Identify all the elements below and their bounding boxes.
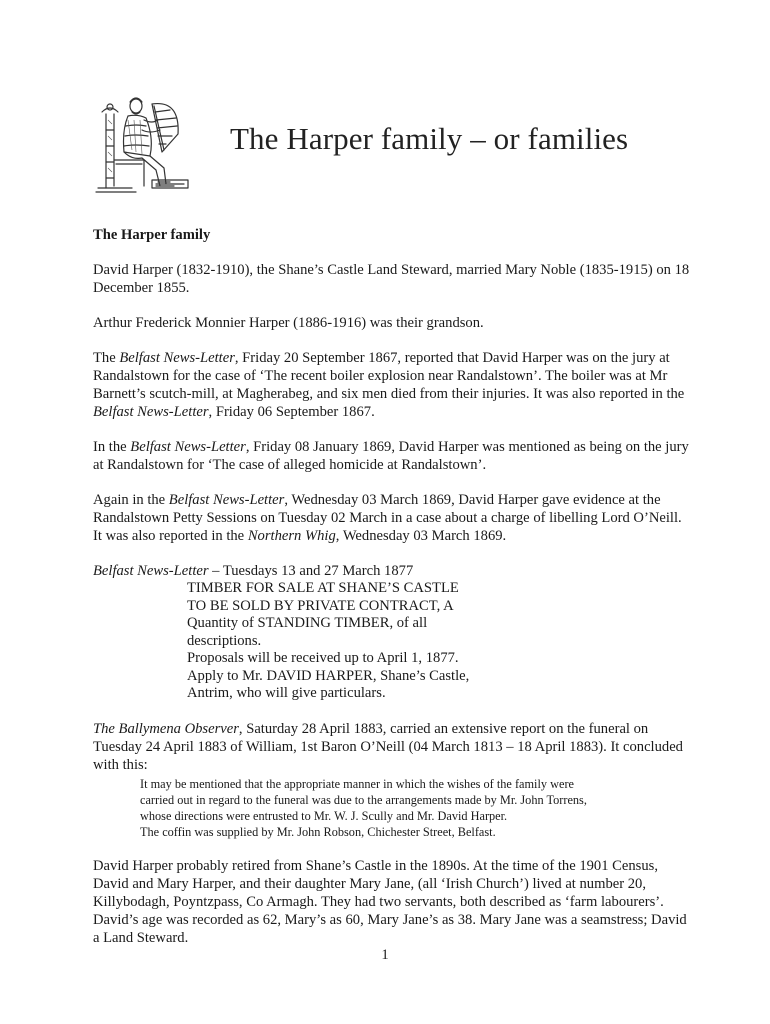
paragraph-timber-advert-source: Belfast News-Letter – Tuesdays 13 and 27 March 1877 xyxy=(93,563,414,579)
quote-line: whose directions were entrusted to Mr. W. J. Scully and Mr. David Harper. xyxy=(140,808,508,823)
harper-playing-harp-icon xyxy=(92,90,212,198)
paragraph-homicide-case: In the Belfast News-Letter, Friday 08 January 1869, David Harper was mentioned as being on the jury at Randalstown for ‘The case of alleged homicide at Randalstown’. xyxy=(93,439,689,473)
document-body xyxy=(93,226,693,947)
newspaper-title: The Ballymena Observer xyxy=(93,720,239,737)
notice-line: TIMBER FOR SALE AT SHANE’S CASTLE xyxy=(187,580,459,596)
notice-line: Proposals will be received up to April 1, 1877. xyxy=(187,650,459,666)
paragraph-funeral-report: The Ballymena Observer, Saturday 28 April 1883, carried an extensive report on the funeral on Tuesday 24 April 1883 of William, 1st Baron O’Neill (04 March 1813 – 18 April 1883). It concluded with this: xyxy=(93,720,683,773)
notice-line: Antrim, who will give particulars. xyxy=(187,685,386,701)
newspaper-title: Belfast News-Letter xyxy=(93,404,209,420)
newspaper-title: Belfast News-Letter xyxy=(93,563,209,579)
paragraph-boiler-explosion: The Belfast News-Letter, Friday 20 September 1867, reported that David Harper was on the jury at Randalstown for the case of ‘The recent boiler explosion near Randalstown’. The boiler was at Mr Barnett’s scutch-mill, at Magherabeg, and six men died from their injuries. It was also reported in the Belfast News-Letter, Friday 06 September 1867. xyxy=(93,350,685,420)
newspaper-title: Belfast News-Letter xyxy=(119,350,235,366)
page-number: 1 xyxy=(381,947,389,963)
newspaper-title: Belfast News-Letter xyxy=(168,492,285,508)
quote-line: carried out in regard to the funeral was due to the arrangements made by Mr. John Torrens, xyxy=(140,792,587,807)
paragraph-libel-case: Again in the Belfast News-Letter, Wednesday 03 March 1869, David Harper gave evidence at the Randalstown Petty Sessions on Tuesday 02 March in a case about a charge of libelling Lord O’Neill. It was also reported in the Northern Whig, Wednesday 03 March 1869. xyxy=(93,492,682,544)
notice-line: TO BE SOLD BY PRIVATE CONTRACT, A xyxy=(187,597,454,614)
newspaper-title: Belfast News-Letter xyxy=(130,439,246,455)
newspaper-title: Northern Whig xyxy=(247,528,336,544)
notice-line: Apply to Mr. DAVID HARPER, Shane’s Castle, xyxy=(187,667,470,684)
notice-line: Quantity of STANDING TIMBER, of all xyxy=(187,615,428,631)
quote-line: It may be mentioned that the appropriate manner in which the wishes of the family were xyxy=(140,776,575,791)
section-heading: The Harper family xyxy=(93,227,211,243)
notice-line: descriptions. xyxy=(187,632,262,649)
page-title: The Harper family – or families xyxy=(230,121,629,156)
paragraph-census-1901: David Harper probably retired from Shane’s Castle in the 1890s. At the time of the 1901 Census, David and Mary Harper, and their daughter Mary Jane, (all ‘Irish Church’) lived at number 20, Killybodagh, Poyntzpass, Co Armagh. They had two servants, both described as ‘farm labourers’. David’s age was recorded as 62, Mary’s as 60, Mary Jane’s as 38. Mary Jane was a seamstress; David a Land Steward. xyxy=(93,857,687,946)
quote-line: The coffin was supplied by Mr. John Robson, Chichester Street, Belfast. xyxy=(140,824,496,839)
funeral-quote xyxy=(140,776,680,840)
paragraph-marriage: David Harper (1832-1910), the Shane’s Castle Land Steward, married Mary Noble (1835-1915) on 18 December 1855. xyxy=(93,262,690,296)
paragraph-grandson: Arthur Frederick Monnier Harper (1886-1916) was their grandson. xyxy=(93,315,484,331)
timber-notice xyxy=(187,580,693,703)
